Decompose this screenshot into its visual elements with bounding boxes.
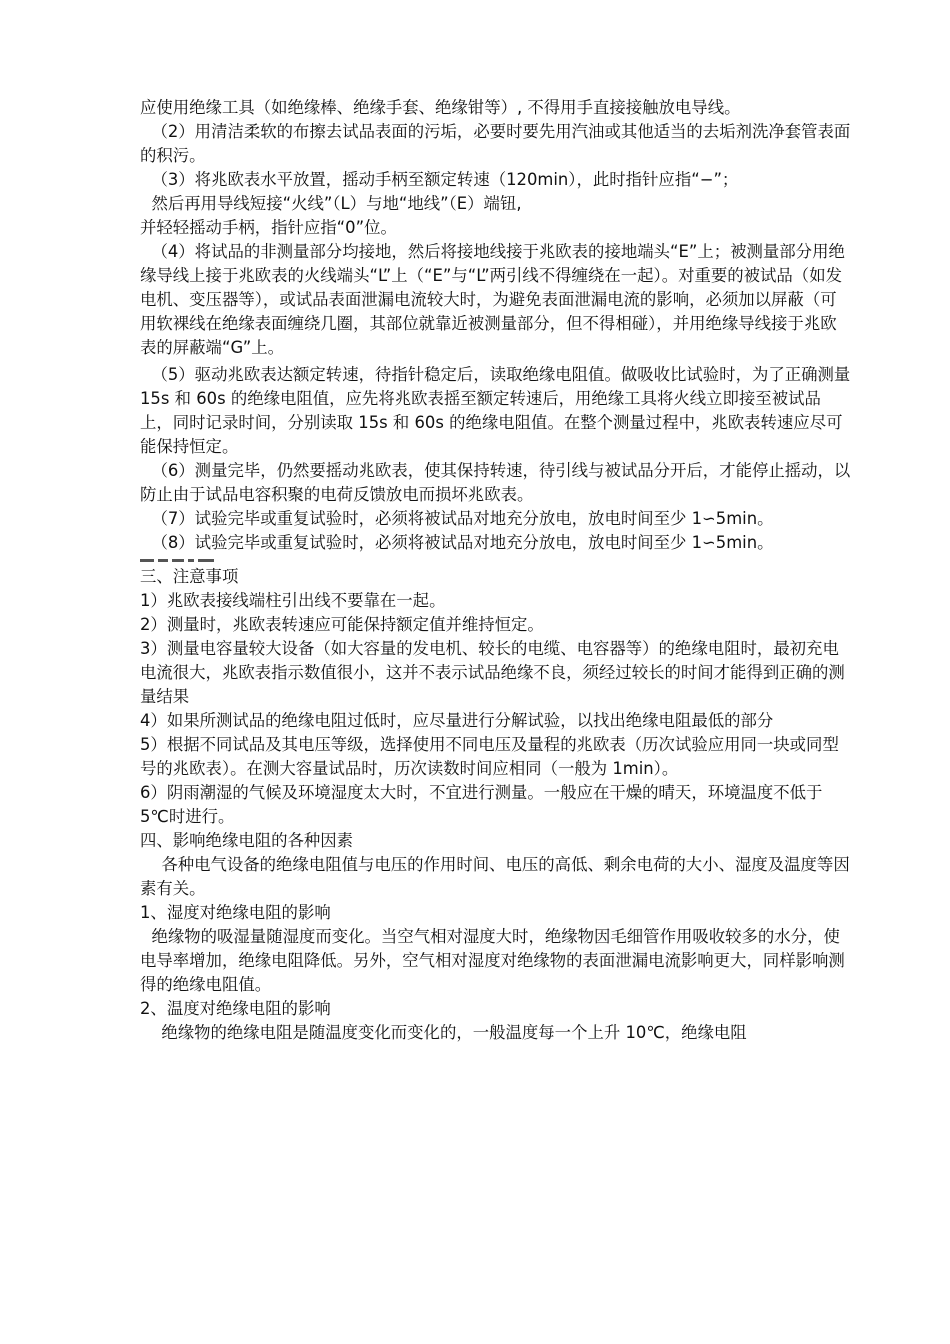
precaution-item-2: 2）测量时，兆欧表转速应可能保持额定值并维持恒定。 — [140, 615, 544, 634]
document-body — [140, 96, 852, 1045]
scan-artifact-mark — [140, 557, 220, 565]
paragraph-step-6: （6）测量完毕，仍然要摇动兆欧表，使其保持转速，待引线与被试品分开后，才能停止摇动，以防止由于试品电容积聚的电荷反馈放电而损坏兆欧表。 — [140, 461, 851, 504]
precaution-item-5: 5）根据不同试品及其电压等级，选择使用不同电压及量程的兆欧表（历次试验应用同一块或同型号的兆欧表）。在测大容量试品时，历次读数时间应相同（一般为 1min）。 — [140, 735, 839, 778]
precaution-item-1: 1）兆欧表接线端柱引出线不要靠在一起。 — [140, 591, 446, 610]
heading-factors: 四、影响绝缘电阻的各种因素 — [140, 831, 354, 850]
paragraph-step-3: （3）将兆欧表水平放置，摇动手柄至额定转速（120min），此时指针应指“−”； — [151, 170, 739, 189]
paragraph-step-8: （8）试验完毕或重复试验时，必须将被试品对地充分放电，放电时间至少 1∽5min。 — [151, 533, 774, 552]
subheading-humidity: 1、湿度对绝缘电阻的影响 — [140, 903, 331, 922]
paragraph-discharge-tools: 应使用绝缘工具（如绝缘棒、绝缘手套、绝缘钳等）, 不得用手直接接触放电导线。 — [140, 98, 741, 117]
paragraph-step-3-zero: 并轻轻摇动手柄，指针应指“0”位。 — [140, 218, 397, 237]
paragraph-step-5: （5）驱动兆欧表达额定转速，待指针稳定后，读取绝缘电阻值。做吸收比试验时，为了正确测量 15s 和 60s 的绝缘电阻值，应先将兆欧表摇至额定转速后，用绝缘工具将火线立即接至被试品上，同时记录时间，分别读取 15s 和 60s 的绝缘电阻值。在整个测量过程中，兆欧表转速应尽可能保持恒定。 — [140, 365, 851, 456]
precaution-item-4: 4）如果所测试品的绝缘电阻过低时，应尽量进行分解试验，以找出绝缘电阻最低的部分 — [140, 711, 774, 730]
paragraph-humidity: 绝缘物的吸湿量随湿度而变化。当空气相对湿度大时，绝缘物因毛细管作用吸收较多的水分，使电导率增加，绝缘电阻降低。另外，空气相对湿度对绝缘物的表面泄漏电流影响更大，同样影响测得的绝缘电阻值。 — [140, 927, 845, 994]
paragraph-factors-intro: 各种电气设备的绝缘电阻值与电压的作用时间、电压的高低、剩余电荷的大小、湿度及温度等因素有关。 — [140, 855, 850, 898]
subheading-temperature: 2、温度对绝缘电阻的影响 — [140, 999, 331, 1018]
precaution-item-6: 6）阴雨潮湿的气候及环境湿度太大时，不宜进行测量。一般应在干燥的晴天，环境温度不低于 5℃时进行。 — [140, 783, 823, 826]
paragraph-step-7: （7）试验完毕或重复试验时，必须将被试品对地充分放电，放电时间至少 1∽5min。 — [151, 509, 774, 528]
precaution-item-3: 3）测量电容量较大设备（如大容量的发电机、较长的电缆、电容器等）的绝缘电阻时，最初充电电流很大，兆欧表指示数值很小，这并不表示试品绝缘不良，须经过较长的时间才能得到正确的测量结果 — [140, 639, 845, 706]
paragraph-step-2: （2）用清洁柔软的布擦去试品表面的污垢，必要时要先用汽油或其他适当的去垢剂洗净套管表面的积污。 — [140, 122, 851, 165]
paragraph-step-4: （4）将试品的非测量部分均接地，然后将接地线接于兆欧表的接地端头“E”上；被测量部分用绝缘导线上接于兆欧表的火线端头“L”上（“E”与“L”两引线不得缠绕在一起）。对重要的被试品（如发电机、变压器等），或试品表面泄漏电流较大时，为避免表面泄漏电流的影响，必须加以屏蔽（可用软裸线在绝缘表面缠绕几圈，其部位就靠近被测量部分，但不得相碰），并用绝缘导线接于兆欧表的屏蔽端“G”上。 — [140, 242, 845, 357]
paragraph-step-3-short-circuit: 然后再用导线短接“火线”（L）与地“地线”（E）端钮, — [151, 194, 522, 213]
paragraph-temperature: 绝缘物的绝缘电阻是随温度变化而变化的，一般温度每一个上升 10℃，绝缘电阻 — [161, 1023, 747, 1042]
heading-precautions: 三、注意事项 — [140, 567, 239, 586]
